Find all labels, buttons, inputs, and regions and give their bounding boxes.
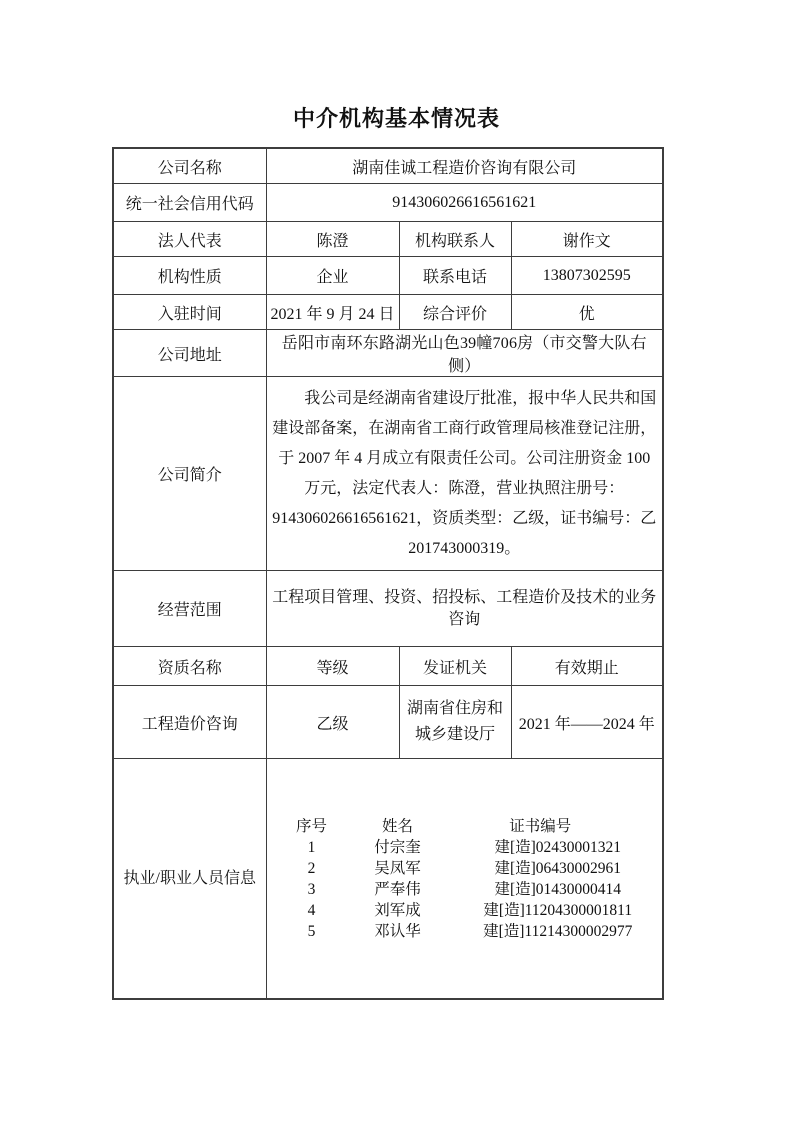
table-row — [113, 377, 663, 571]
text-line: 工程项目管理、投资、招投标、工程造价及技术的业务 — [272, 588, 657, 606]
text-line: 建设部备案，在湖南省工商行政管理局核准登记注册， — [272, 419, 657, 437]
personnel-no: 4 — [307, 901, 316, 919]
entry-date-label: 入驻时间 — [113, 295, 266, 330]
table-row — [113, 148, 663, 184]
personnel-header-row — [271, 816, 659, 837]
personnel-row — [271, 837, 659, 858]
personnel-row — [271, 900, 659, 921]
qualification-valid-value: 2021 年——2024 年 — [511, 686, 663, 759]
personnel-name: 刘军成 — [374, 901, 421, 919]
text-line: 于 2007 年 4 月成立有限责任公司。公司注册资金 100 — [278, 449, 651, 467]
qualification-issuer-header: 发证机关 — [399, 647, 511, 686]
personnel-no-header: 序号 — [295, 817, 327, 835]
legal-rep-value: 陈澄 — [266, 222, 399, 257]
table-row — [113, 686, 663, 759]
company-name-value: 湖南佳诚工程造价咨询有限公司 — [266, 148, 663, 184]
table-row — [113, 330, 663, 377]
credit-code-label: 统一社会信用代码 — [113, 184, 266, 222]
entry-date-value: 2021 年 9 月 24 日 — [266, 295, 399, 330]
personnel-list — [266, 759, 663, 1000]
text-line: 城乡建设厅 — [414, 726, 495, 743]
personnel-cert: 建[造]01430000414 — [494, 880, 622, 898]
address-value: 岳阳市南环东路湖光山色39幢706房（市交警大队右侧） — [266, 330, 663, 377]
personnel-row — [271, 858, 659, 879]
text-line: 914306026616561621，资质类型：乙级，证书编号：乙 — [272, 509, 657, 527]
qualification-name-header: 资质名称 — [113, 647, 266, 686]
qualification-valid-header: 有效期止 — [511, 647, 663, 686]
rating-value: 优 — [511, 295, 663, 330]
qualification-grade-header: 等级 — [266, 647, 399, 686]
company-name-label: 公司名称 — [113, 148, 266, 184]
qualification-grade-value: 乙级 — [266, 686, 399, 759]
personnel-name: 邓认华 — [374, 922, 421, 940]
table-row — [113, 647, 663, 686]
table-row — [113, 759, 663, 1000]
scope-value — [266, 571, 663, 647]
profile-text — [271, 384, 659, 564]
qualification-issuer-value — [399, 686, 511, 759]
text-line: 我公司是经湖南省建设厅批准，报中华人民共和国 — [304, 389, 657, 407]
profile-value — [266, 377, 663, 571]
contact-label: 机构联系人 — [399, 222, 511, 257]
personnel-cert: 建[造]11204300001811 — [483, 901, 633, 919]
phone-value: 13807302595 — [511, 257, 663, 295]
text-line: 万元，法定代表人：陈澄，营业执照注册号： — [304, 479, 625, 497]
personnel-no: 5 — [307, 922, 316, 940]
table-row — [113, 295, 663, 330]
personnel-cert: 建[造]06430002961 — [494, 859, 622, 877]
personnel-no: 1 — [307, 838, 316, 856]
personnel-row — [271, 921, 659, 942]
text-line: 咨询 — [448, 610, 481, 628]
personnel-name-header: 姓名 — [381, 817, 413, 835]
text-line: 湖南省住房和 — [406, 700, 503, 717]
org-type-label: 机构性质 — [113, 257, 266, 295]
table-row — [113, 571, 663, 647]
table-row — [113, 222, 663, 257]
personnel-no: 3 — [307, 880, 316, 898]
personnel-name: 付宗奎 — [374, 838, 421, 856]
personnel-row — [271, 879, 659, 900]
personnel-rows — [271, 837, 659, 942]
qualification-name-value: 工程造价咨询 — [113, 686, 266, 759]
table-row — [113, 184, 663, 222]
page-title: 中介机构基本情况表 — [292, 106, 500, 131]
personnel-no: 2 — [307, 859, 316, 877]
profile-label: 公司简介 — [113, 377, 266, 571]
personnel-label: 执业/职业人员信息 — [113, 759, 266, 1000]
phone-label: 联系电话 — [399, 257, 511, 295]
table-row — [113, 257, 663, 295]
address-label: 公司地址 — [113, 330, 266, 377]
rating-label: 综合评价 — [399, 295, 511, 330]
credit-code-value: 914306026616561621 — [266, 184, 663, 222]
personnel-name: 吴凤军 — [374, 859, 421, 877]
org-type-value: 企业 — [266, 257, 399, 295]
issuer-text — [404, 696, 507, 748]
text-line: 201743000319。 — [408, 539, 521, 557]
agency-info-table — [112, 147, 664, 1000]
scope-label: 经营范围 — [113, 571, 266, 647]
contact-value: 谢作文 — [511, 222, 663, 257]
personnel-cert-header: 证书编号 — [509, 817, 572, 835]
personnel-cert: 建[造]02430001321 — [494, 838, 622, 856]
personnel-cert: 建[造]11214300002977 — [483, 922, 633, 940]
personnel-name: 严奉伟 — [374, 880, 421, 898]
legal-rep-label: 法人代表 — [113, 222, 266, 257]
scope-text — [271, 587, 659, 631]
